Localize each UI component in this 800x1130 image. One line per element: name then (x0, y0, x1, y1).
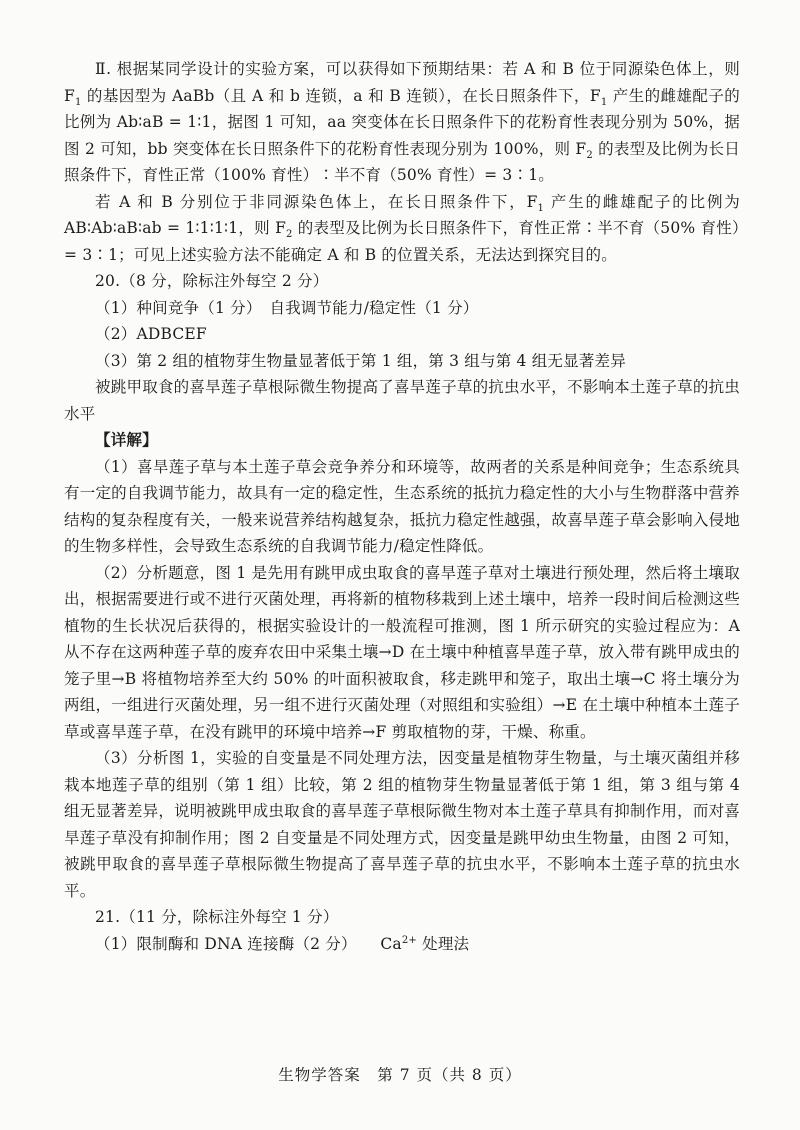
paragraph-b3: 20.（8 分，除标注外每空 2 分） (95, 272, 329, 290)
paragraph-b5: （2）ADBCEF (95, 325, 207, 343)
paragraph-b12: 21.（11 分，除标注外每空 1 分） (95, 908, 339, 926)
paragraph-b7: 被跳甲取食的喜旱莲子草根际微生物提高了喜旱莲子草的抗虫水平，不影响本土莲子草的抗虫水平 (64, 378, 740, 423)
paragraph-b9: （1）喜旱莲子草与本土莲子草会竞争养分和环境等，故两者的关系是种间竞争；生态系统具有一定的自我调节能力，故具有一定的稳定性，生态系统的抵抗力稳定性的大小与生物群落中营养结构的复杂程度有关，一般来说营养结构越复杂，抵抗力稳定性越强，故喜旱莲子草会影响入侵地的生物多样性，会导致生态系统的自我调节能力/稳定性降低。 (64, 457, 740, 555)
paragraph-b6: （3）第 2 组的植物芽生物量显著低于第 1 组，第 3 组与第 4 组无显著差异 (95, 351, 626, 370)
paragraph-b4: （1）种间竞争（1 分） 自我调节能力/稳定性（1 分） (95, 298, 479, 317)
paragraph-b13: （1）限制酶和 DNA 连接酶（2 分） $Ca^{2+}$ 处理法 (95, 934, 470, 953)
answer-content (64, 56, 740, 957)
paragraph-b11: （3）分析图 1，实验的自变量是不同处理方法，因变量是植物芽生物量，与土壤灭菌组并移栽本地莲子草的组别（第 1 组）比较，第 2 组的植物芽生物量显著低于第 1 组，第 3 组与第 4 组无显著差异，说明被跳甲成虫取食的喜旱莲子草根际微生物对本土莲子草具有抑制作用，而对喜旱莲子草没有抑制作用；图 2 自变量是不同处理方式，因变量是跳甲幼虫生物量，由图 2 可知，被跳甲取食的喜旱莲子草根际微生物提高了喜旱莲子草的抗虫水平，不影响本土莲子草的抗虫水平。 (64, 749, 740, 900)
paragraph-b8: 【详解】 (95, 431, 158, 449)
paragraph-b1: Ⅱ. 根据某同学设计的实验方案，可以获得如下预期结果：若 A 和 B 位于同源染色体上，则 $F_1$ 的基因型为 AaBb（且 A 和 b 连锁，a 和 B 连锁），在长日照条件下，$F_1$ 产生的雌雄配子的比例为 Ab∶aB = 1∶1，据图 1 可知，aa 突变体在长日照条件下的花粉育性表现分别为 50%，据图 2 可知，bb 突变体在长日照条件下的花粉育性表现分别为 100%，则 $F_2$ 的表型及比例为长日照条件下，育性正常（100% 育性）∶半不育（50% 育性）= 3∶1。 (64, 60, 740, 184)
paragraph-b2: 若 A 和 B 分别位于非同源染色体上，在长日照条件下，$F_1$ 产生的雌雄配子的比例为 AB∶Ab∶aB∶ab = 1∶1∶1∶1，则 $F_2$ 的表型及比例为长日照条件下，育性正常∶半不育（50% 育性）= 3∶1；可见上述实验方法不能确定 A 和 B 的位置关系，无法达到探究目的。 (64, 192, 740, 264)
page-footer: 生物学答案 第 7 页（共 8 页） (278, 1066, 522, 1084)
paragraph-b10: （2）分析题意，图 1 是先用有跳甲成虫取食的喜旱莲子草对土壤进行预处理，然后将土壤取出，根据需要进行或不进行灭菌处理，再将新的植物移栽到上述土壤中，培养一段时间后检测这些植物的生长状况后获得的，根据实验设计的一般流程可推测，图 1 所示研究的实验过程应为：A 从不存在这两种莲子草的废弃农田中采集土壤→D 在土壤中种植喜旱莲子草，放入带有跳甲成虫的笼子里→B 将植物培养至大约 50% 的叶面积被取食，移走跳甲和笼子，取出土壤→C 将土壤分为两组，一组进行灭菌处理，另一组不进行灭菌处理（对照组和实验组）→E 在土壤中种植本土莲子草或喜旱莲子草，在没有跳甲的环境中培养→F 剪取植物的芽，干燥、称重。 (64, 563, 740, 741)
